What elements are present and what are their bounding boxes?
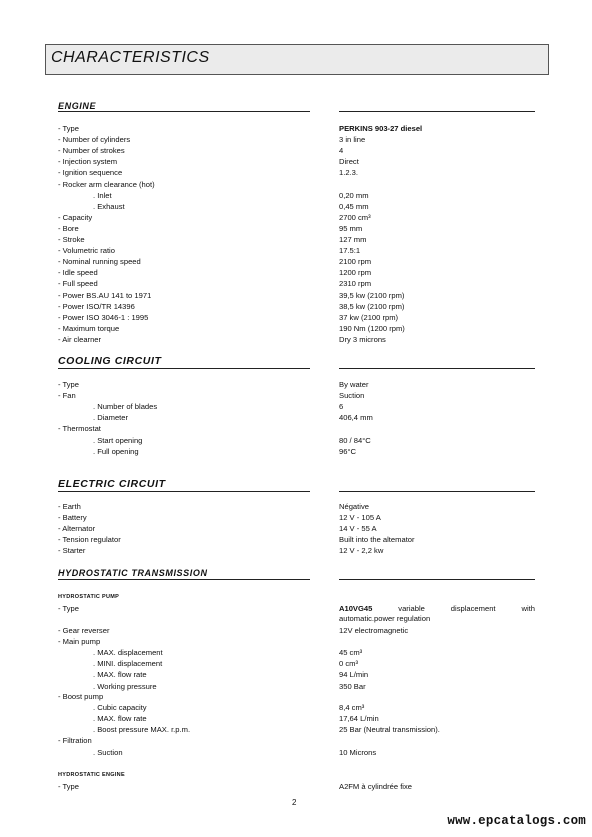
hydro-rule-left [58, 579, 310, 580]
spec-row [58, 423, 535, 434]
spec-row [58, 223, 535, 234]
spec-row [58, 290, 535, 301]
page-title: CHARACTERISTICS [51, 49, 210, 66]
spec-row [58, 256, 535, 267]
spec-row [58, 390, 535, 401]
spec-row [58, 379, 535, 390]
engine-rule-right [339, 111, 535, 112]
spec-row [58, 179, 535, 190]
spec-label: - Number of strokes [58, 146, 125, 156]
spec-label: - Volumetric ratio [58, 246, 115, 256]
spec-label: - Injection system [58, 157, 118, 167]
spec-row [58, 435, 535, 446]
spec-row [58, 123, 535, 134]
spec-row [58, 501, 535, 512]
spec-value: 80 / 84°C [339, 435, 371, 445]
spec-value: 1.2.3. [339, 168, 358, 178]
spec-label: - Starter [58, 546, 86, 556]
spec-value: 94 L/min [339, 670, 369, 680]
spec-row [58, 145, 535, 156]
pump-type-line2: automatic.power regulation [339, 614, 431, 623]
spec-label: - Maximum torque [58, 323, 120, 333]
spec-value: 190 Nm (1200 rpm) [339, 323, 405, 333]
spec-value: 350 Bar [339, 681, 366, 691]
spec-label: . MAX. flow rate [93, 714, 147, 723]
spec-label: . Cubic capacity [93, 703, 147, 712]
spec-value: 39,5 kw (2100 rpm) [339, 290, 405, 300]
spec-value: Suction [339, 391, 365, 401]
spec-label: . Exhaust [93, 201, 125, 211]
spec-row [58, 190, 535, 201]
spec-value: 0,20 mm [339, 190, 369, 200]
spec-row [58, 702, 535, 713]
spec-label: - Number of cylinders [58, 135, 131, 145]
spec-label: - Boost pump [58, 692, 104, 701]
spec-row [58, 781, 535, 792]
spec-label: . Diameter [93, 413, 129, 423]
spec-value: 2310 rpm [339, 279, 372, 289]
spec-label: . Number of blades [93, 402, 158, 412]
spec-label: - Full speed [58, 279, 98, 289]
engine-heading: ENGINE [58, 101, 97, 111]
spec-value: 45 cm³ [339, 648, 363, 658]
pump-model: A10VG45 [339, 604, 373, 613]
spec-label: - Nominal running speed [58, 257, 141, 267]
page-title-box [45, 44, 549, 75]
hydro-pump-type-value [339, 604, 535, 624]
spec-row [58, 323, 535, 334]
cooling-rule-right [339, 368, 535, 369]
spec-row [58, 234, 535, 245]
spec-label: - Power ISO 3046-1 : 1995 [58, 312, 149, 322]
spec-label: - Filtration [58, 736, 92, 745]
spec-value: 25 Bar (Neutral transmission). [339, 725, 440, 734]
spec-row [58, 278, 535, 289]
spec-label: - Battery [58, 513, 87, 523]
spec-row [58, 724, 535, 735]
spec-value: 96°C [339, 446, 356, 456]
spec-row [58, 545, 535, 556]
spec-label: - Alternator [58, 524, 96, 534]
spec-row [58, 167, 535, 178]
spec-label: . MAX. displacement [93, 648, 163, 658]
cooling-rule-left [58, 368, 310, 369]
spec-row [58, 245, 535, 256]
spec-value: 12 V - 2,2 kw [339, 546, 384, 556]
spec-label: - Type [58, 124, 79, 133]
spec-label: - Fan [58, 391, 76, 401]
spec-label: - Gear reverser [58, 626, 110, 635]
spec-row [58, 201, 535, 212]
spec-value: A2FM à cylindrée fixe [339, 782, 413, 791]
spec-row [58, 212, 535, 223]
spec-value: 10 Microns [339, 748, 377, 757]
spec-row [58, 534, 535, 545]
spec-value: 127 mm [339, 235, 367, 244]
spec-row [58, 625, 535, 636]
spec-value: 0 cm³ [339, 659, 358, 669]
spec-value: 17.5:1 [339, 246, 361, 256]
spec-value: 4 [339, 146, 344, 156]
cooling-heading: COOLING CIRCUIT [58, 355, 162, 367]
pump-type-word: displacement [450, 604, 496, 613]
spec-label: - Type [58, 604, 79, 613]
spec-label: - Earth [58, 502, 81, 511]
spec-value: 8,4 cm³ [339, 703, 365, 712]
pump-type-word: with [521, 604, 535, 613]
electric-rule-right [339, 491, 535, 492]
spec-row [58, 713, 535, 724]
spec-row [58, 691, 535, 702]
spec-value: 95 mm [339, 223, 363, 233]
spec-label: - Ignition sequence [58, 168, 123, 178]
spec-row [58, 647, 535, 658]
spec-label: - Type [58, 380, 79, 389]
spec-row [58, 636, 535, 647]
spec-label: - Main pump [58, 637, 101, 647]
spec-value: 14 V - 55 A [339, 524, 377, 534]
spec-label: - Rocker arm clearance (hot) [58, 179, 155, 189]
hydro-engine-heading: HYDROSTATIC ENGINE [58, 772, 125, 778]
footer-watermark: www.epcatalogs.com [447, 814, 586, 828]
spec-value: 406,4 mm [339, 413, 373, 423]
spec-value: 6 [339, 402, 344, 412]
spec-value: 12V electromagnetic [339, 626, 409, 635]
spec-row [58, 446, 535, 457]
page-number: 2 [292, 798, 297, 807]
spec-label: - Capacity [58, 212, 93, 222]
spec-row [58, 669, 535, 680]
spec-value: 38,5 kw (2100 rpm) [339, 301, 405, 311]
spec-row [58, 735, 535, 746]
spec-label: . Working pressure [93, 681, 157, 691]
spec-row [58, 267, 535, 278]
spec-value: 1200 rpm [339, 268, 372, 278]
spec-value: By water [339, 380, 369, 389]
spec-label: - Stroke [58, 235, 85, 244]
spec-label: . Inlet [93, 190, 112, 200]
spec-label: - Type [58, 782, 79, 791]
spec-row [58, 334, 535, 345]
spec-label: - Idle speed [58, 268, 98, 278]
spec-row [58, 156, 535, 167]
spec-row [58, 658, 535, 669]
spec-label: . Boost pressure MAX. r.p.m. [93, 725, 191, 734]
spec-row [58, 523, 535, 534]
spec-row [58, 301, 535, 312]
spec-value: 2100 rpm [339, 257, 372, 267]
electric-rule-left [58, 491, 310, 492]
spec-value: Direct [339, 157, 359, 167]
spec-label: - Bore [58, 223, 79, 233]
spec-label: . Suction [93, 748, 123, 757]
spec-value: 2700 cm³ [339, 212, 371, 222]
spec-label: - Power BS.AU 141 to 1971 [58, 290, 152, 300]
spec-value: 0,45 mm [339, 201, 369, 211]
spec-row [58, 312, 535, 323]
spec-row [58, 512, 535, 523]
spec-row [58, 412, 535, 423]
spec-value: 37 kw (2100 rpm) [339, 312, 399, 322]
spec-value: PERKINS 903-27 diesel [339, 124, 423, 133]
spec-row [58, 747, 535, 758]
spec-label: - Power ISO/TR 14396 [58, 301, 135, 311]
pump-type-word: variable [398, 604, 425, 613]
spec-label: - Thermostat [58, 424, 101, 434]
spec-label: . MINI. displacement [93, 659, 163, 669]
spec-value: Négative [339, 502, 369, 511]
spec-label: . Full opening [93, 446, 139, 456]
hydro-rule-right [339, 579, 535, 580]
spec-value: 17,64 L/min [339, 714, 379, 723]
spec-label: - Tension regulator [58, 535, 121, 545]
spec-value: Dry 3 microns [339, 334, 386, 344]
hydro-pump-heading: HYDROSTATIC PUMP [58, 594, 120, 600]
spec-value: 3 in line [339, 135, 366, 145]
engine-rule-left [58, 111, 310, 112]
spec-row [58, 681, 535, 692]
hydro-heading: HYDROSTATIC TRANSMISSION [58, 568, 208, 578]
spec-value: 12 V - 105 A [339, 513, 381, 523]
spec-row [58, 134, 535, 145]
spec-row [58, 401, 535, 412]
spec-label: . MAX. flow rate [93, 670, 147, 680]
spec-value: Built into the altemator [339, 535, 415, 545]
spec-label: - Air clearner [58, 334, 102, 344]
electric-heading: ELECTRIC CIRCUIT [58, 478, 166, 490]
spec-label: . Start opening [93, 435, 143, 445]
